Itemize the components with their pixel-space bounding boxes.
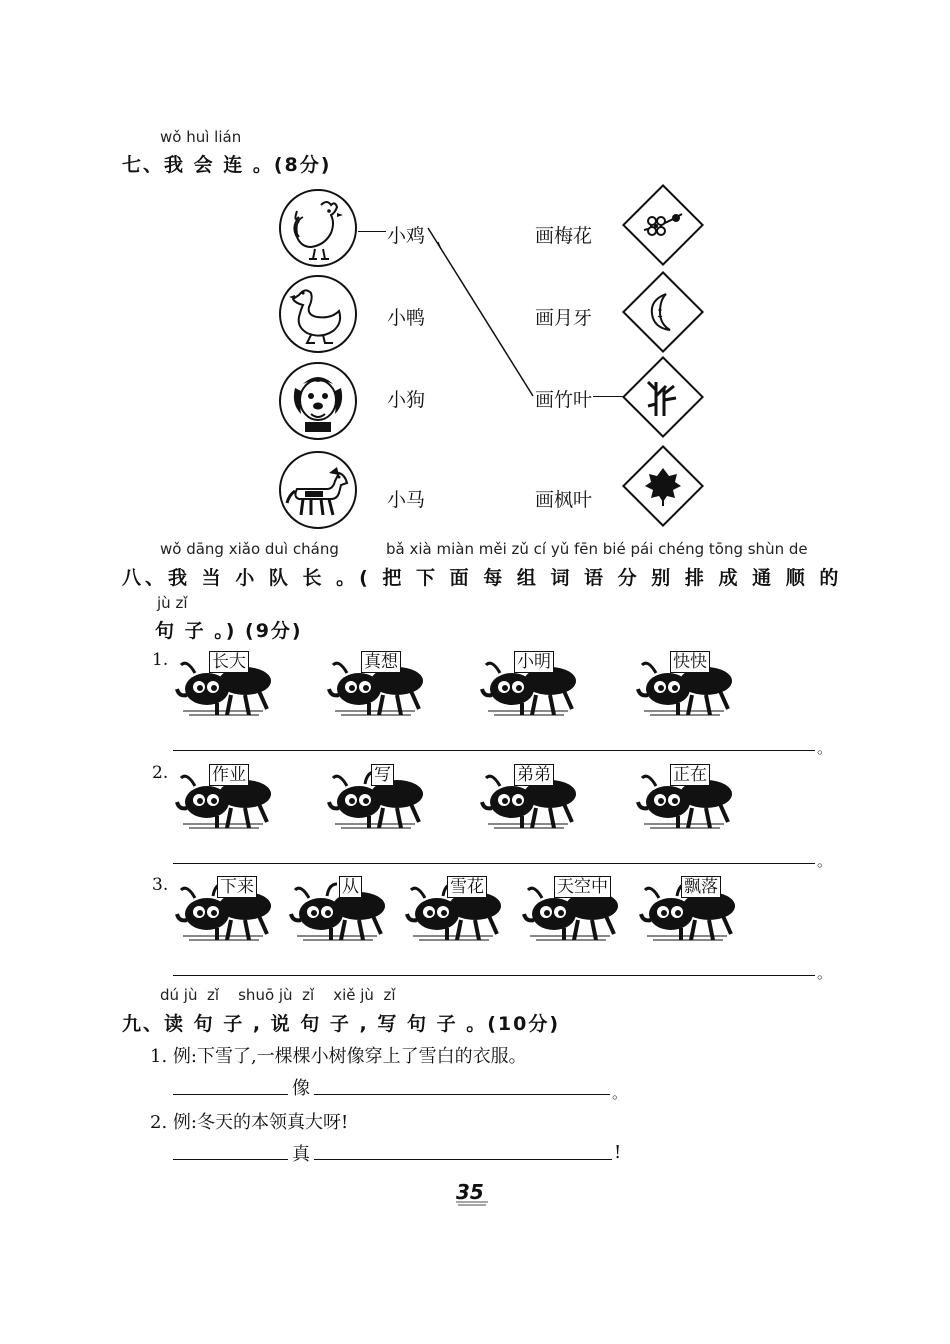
ant-word-card[interactable] <box>173 765 273 832</box>
ant-word-label: 从 <box>339 876 362 898</box>
section7-title: 七、我 会 连 。(8分) <box>122 154 332 176</box>
ant-word-card[interactable] <box>173 652 273 719</box>
answer-period-2: 。 <box>817 852 833 870</box>
ant-word-card[interactable] <box>634 652 734 719</box>
section9-pinyin: dú jù zǐ shuō jù zǐ xiě jù zǐ <box>160 986 396 1004</box>
ant-word-label: 快快 <box>670 651 710 673</box>
blank-2b[interactable] <box>314 1159 612 1160</box>
blank-2-word: 真 <box>292 1144 310 1165</box>
ant-word-label: 小明 <box>514 651 554 673</box>
maple-leaf-icon <box>624 447 702 525</box>
blank-2-end: ! <box>614 1142 622 1163</box>
answer-line-1[interactable] <box>173 750 815 751</box>
ant-word-card[interactable] <box>637 877 737 944</box>
section8-title: 八、我 当 小 队 长 。( 把 下 面 每 组 词 语 分 别 排 成 通 顺 的 <box>122 567 843 589</box>
ant-word-label: 下来 <box>217 876 257 898</box>
section8-pinyin-b: bǎ xià miàn měi zǔ cí yǔ fēn bié pái chéng tōng shùn de <box>386 540 808 558</box>
ant-word-card[interactable] <box>325 652 425 719</box>
answer-connection-line <box>0 0 950 560</box>
blank-1b[interactable] <box>314 1094 610 1095</box>
ant-word-label: 天空中 <box>554 876 611 898</box>
ant-word-card[interactable] <box>478 652 578 719</box>
animal-label-horse: 小马 <box>387 489 426 511</box>
section8-title2: 句 子 。) (9分) <box>155 620 303 642</box>
answer-period-3: 。 <box>817 964 833 982</box>
section8-pinyin-a: wǒ dāng xiǎo duì cháng <box>160 540 339 558</box>
action-label-moon: 画月牙 <box>535 307 593 329</box>
plum-blossom-icon <box>624 186 702 264</box>
action-label-bamboo: 画竹叶 <box>535 389 593 411</box>
animal-label-dog: 小狗 <box>387 389 426 411</box>
action-label-plum: 画梅花 <box>535 225 593 247</box>
ant-word-card[interactable] <box>287 877 387 944</box>
ant-word-label: 长大 <box>209 651 249 673</box>
answer-period-1: 。 <box>817 739 833 757</box>
blank-1-word: 像 <box>292 1078 310 1099</box>
ant-word-card[interactable] <box>325 765 425 832</box>
ant-word-card[interactable] <box>173 877 273 944</box>
animal-label-chicken: 小鸡 <box>387 225 426 247</box>
row1-number: 1. <box>152 650 169 670</box>
page-number-burst <box>452 1178 492 1208</box>
crescent-moon-icon <box>624 273 702 351</box>
ant-word-card[interactable] <box>520 877 620 944</box>
ant-word-card[interactable] <box>478 765 578 832</box>
page-number: 35 <box>456 1180 484 1204</box>
ant-word-card[interactable] <box>403 877 503 944</box>
ant-word-label: 真想 <box>361 651 401 673</box>
blank-1-end: 。 <box>612 1084 628 1102</box>
row3-number: 3. <box>152 875 169 895</box>
ant-word-card[interactable] <box>634 765 734 832</box>
ant-icon <box>287 880 387 944</box>
animal-label-duck: 小鸭 <box>387 307 426 329</box>
example-sentence-1: 1. 例:下雪了,一棵棵小树像穿上了雪白的衣服。 <box>150 1046 527 1067</box>
section7-pinyin: wǒ huì lián <box>160 128 242 146</box>
action-label-maple: 画枫叶 <box>535 489 593 511</box>
row2-number: 2. <box>152 763 169 783</box>
ant-word-label: 正在 <box>670 764 710 786</box>
ant-word-label: 飘落 <box>681 876 721 898</box>
ant-word-label: 写 <box>371 764 394 786</box>
answer-line-3[interactable] <box>173 975 815 976</box>
blank-2a[interactable] <box>173 1159 288 1160</box>
section8-pinyin-c: jù zǐ <box>157 594 188 612</box>
ant-word-label: 弟弟 <box>514 764 554 786</box>
ant-word-label: 雪花 <box>447 876 487 898</box>
example-sentence-2: 2. 例:冬天的本领真大呀! <box>150 1112 349 1133</box>
connector-dash-bamboo <box>593 396 625 397</box>
bamboo-leaf-icon <box>624 358 702 436</box>
answer-line-2[interactable] <box>173 863 815 864</box>
blank-1a[interactable] <box>173 1094 288 1095</box>
ant-word-label: 作业 <box>209 764 249 786</box>
section9-title: 九、读 句 子 , 说 句 子 , 写 句 子 。(10分) <box>122 1013 561 1035</box>
